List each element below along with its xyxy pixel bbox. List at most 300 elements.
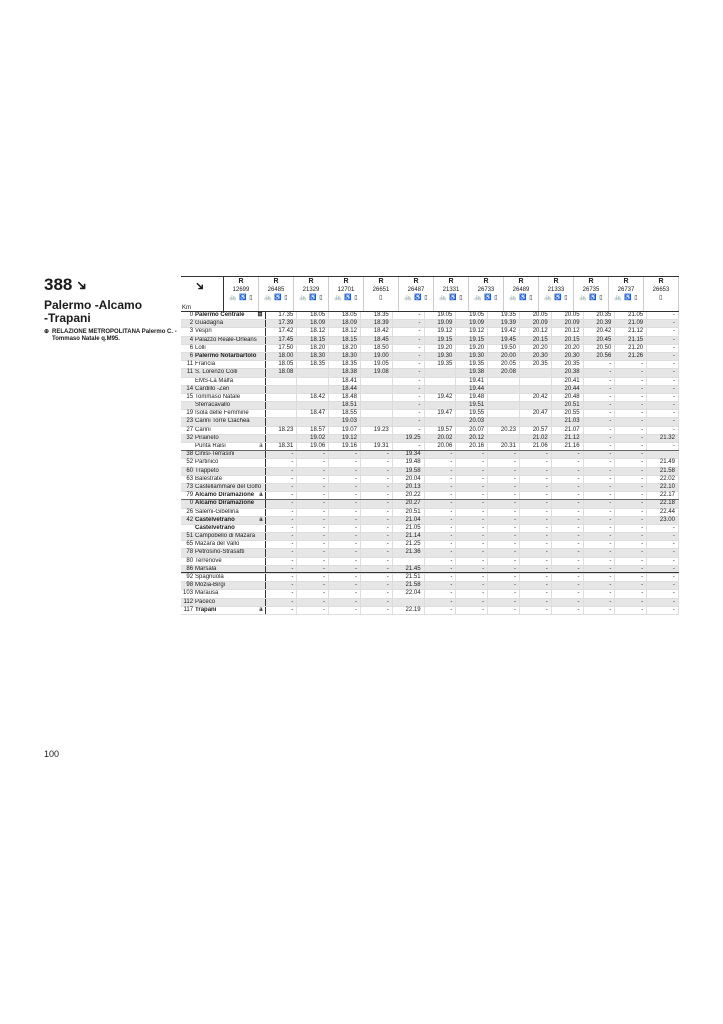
timetable-row	[181, 509, 679, 517]
time-cell: 20.12	[552, 328, 584, 335]
service-icons: ▯	[659, 295, 663, 301]
time-cell: 18.41	[329, 378, 361, 385]
time-cell: 21.58	[647, 468, 679, 475]
time-cell: -	[615, 509, 647, 516]
time-cell: -	[584, 468, 616, 475]
station-label: Sferracavallo	[195, 402, 231, 409]
time-cell	[488, 386, 520, 393]
time-cell: -	[615, 361, 647, 368]
station-name	[195, 525, 266, 532]
station-flag: a	[259, 443, 263, 449]
time-cell: -	[393, 427, 425, 434]
time-cell	[425, 369, 457, 376]
time-cell: -	[361, 451, 393, 458]
station-label: Castelvetrano	[195, 516, 235, 523]
km-cell: 63	[186, 475, 194, 482]
time-cell: 17.42	[266, 328, 298, 335]
station-label: Petrosino-Strasatti	[195, 549, 245, 556]
time-cell: -	[647, 402, 679, 409]
time-cell: 19.58	[393, 468, 425, 475]
time-cell	[520, 418, 552, 425]
time-cell: 19.55	[456, 410, 488, 417]
time-cell: -	[266, 451, 298, 458]
station-name	[195, 386, 266, 393]
time-cell	[297, 369, 329, 376]
time-cell: -	[297, 566, 329, 573]
timetable-row	[181, 394, 679, 402]
time-cell: -	[297, 525, 329, 532]
time-cell: -	[456, 599, 488, 606]
time-cell: -	[584, 590, 616, 597]
station-name	[195, 361, 266, 368]
time-cell: -	[488, 509, 520, 516]
time-cell: 19.44	[456, 386, 488, 393]
time-cell: -	[488, 607, 520, 614]
time-cell: -	[393, 328, 425, 335]
time-cell: 19.05	[456, 312, 488, 319]
time-cell	[297, 386, 329, 393]
km-cell: 23	[186, 418, 194, 425]
time-cell: -	[647, 574, 679, 581]
time-cell: -	[393, 312, 425, 319]
time-cell: -	[584, 533, 616, 540]
km-cell: 65	[186, 541, 194, 548]
time-cell: -	[297, 607, 329, 614]
train-category: R	[378, 278, 384, 285]
timetable-row	[181, 328, 679, 336]
time-cell: -	[425, 517, 457, 524]
train-header	[609, 277, 644, 311]
time-cell: -	[647, 369, 679, 376]
time-cell	[361, 394, 393, 401]
train-header	[399, 277, 434, 311]
station-name	[195, 599, 266, 606]
timetable-row	[181, 418, 679, 426]
time-cell: -	[488, 599, 520, 606]
time-cell: 21.36	[393, 549, 425, 556]
station-name	[195, 410, 266, 417]
time-cell: 20.51	[552, 402, 584, 409]
time-cell: 21.07	[552, 427, 584, 434]
time-cell: 18.20	[329, 345, 361, 352]
train-category: R	[553, 278, 559, 285]
time-cell: -	[552, 533, 584, 540]
time-cell: 21.20	[615, 345, 647, 352]
time-cell: -	[266, 476, 298, 483]
time-cell: -	[584, 394, 616, 401]
time-cell: -	[266, 541, 298, 548]
time-cell: -	[647, 328, 679, 335]
km-cell: 103	[183, 590, 194, 597]
time-cell: -	[361, 525, 393, 532]
time-cell: 18.42	[297, 394, 329, 401]
time-cell: -	[329, 574, 361, 581]
time-cell: 18.12	[329, 328, 361, 335]
time-cell: 22.17	[647, 492, 679, 499]
station-name	[195, 509, 266, 516]
station-label: Mazara del Vallo	[195, 541, 240, 548]
time-cell: 20.42	[520, 394, 552, 401]
time-cell: 19.12	[456, 328, 488, 335]
time-cell: 18.15	[297, 337, 329, 344]
station-label: Carini Torre Ciachea	[195, 418, 250, 425]
km-cell: 3	[189, 328, 194, 335]
time-cell: 19.57	[425, 427, 457, 434]
station-flag: a	[259, 516, 263, 523]
train-number: 26651	[372, 287, 390, 293]
station-name	[195, 549, 266, 556]
station-name	[195, 337, 266, 344]
station-flag: ⊞	[257, 312, 263, 318]
time-cell: -	[552, 484, 584, 491]
km-cell: 6	[189, 344, 194, 351]
time-cell: -	[425, 484, 457, 491]
time-cell: 20.23	[488, 427, 520, 434]
time-cell: 18.42	[361, 328, 393, 335]
time-cell: -	[615, 525, 647, 532]
train-category: R	[658, 278, 664, 285]
time-cell: -	[329, 468, 361, 475]
time-cell: 19.20	[456, 345, 488, 352]
time-cell: 17.35	[266, 312, 298, 319]
time-cell: -	[552, 509, 584, 516]
station-label: Salemi-Gibellina	[195, 508, 239, 515]
time-cell	[520, 402, 552, 409]
time-cell: 19.15	[456, 337, 488, 344]
time-cell: -	[393, 386, 425, 393]
time-cell: 20.09	[520, 320, 552, 327]
time-cell: -	[552, 574, 584, 581]
station-label: Balestrate	[195, 475, 223, 482]
time-cell: 18.57	[297, 427, 329, 434]
time-cell: -	[266, 492, 298, 499]
header-left	[181, 277, 224, 311]
time-cell: -	[520, 517, 552, 524]
station-label: Marausa	[195, 590, 219, 597]
time-cell: -	[393, 353, 425, 360]
time-cell	[266, 378, 298, 385]
time-cell: -	[615, 582, 647, 589]
time-cell: 21.02	[520, 435, 552, 442]
time-cell: -	[520, 451, 552, 458]
station-name	[195, 369, 266, 376]
time-cell: 18.55	[329, 410, 361, 417]
timetable-row	[181, 345, 679, 353]
time-cell: -	[488, 533, 520, 540]
time-cell: -	[520, 599, 552, 606]
time-cell: -	[361, 599, 393, 606]
time-cell: -	[552, 451, 584, 458]
time-cell: 20.04	[393, 476, 425, 483]
timetable-row	[181, 410, 679, 418]
time-cell: 19.06	[297, 443, 329, 450]
service-icons: 🚲 ♿ ▯	[333, 295, 359, 301]
station-name	[195, 492, 266, 499]
time-cell	[520, 369, 552, 376]
time-cell: 18.39	[361, 320, 393, 327]
time-cell: -	[393, 320, 425, 327]
time-cell: -	[425, 590, 457, 597]
time-cell	[266, 402, 298, 409]
station-label: Alcamo Diramazione	[195, 500, 255, 507]
time-cell: 18.48	[329, 394, 361, 401]
time-cell: -	[297, 451, 329, 458]
time-cell: -	[297, 582, 329, 589]
time-cell: -	[520, 468, 552, 475]
time-cell: -	[615, 607, 647, 614]
station-name	[195, 427, 266, 434]
time-cell: -	[488, 549, 520, 556]
time-cell: -	[329, 451, 361, 458]
train-category: R	[518, 278, 524, 285]
time-cell: -	[425, 468, 457, 475]
time-cell	[647, 451, 679, 458]
time-cell: 20.22	[393, 492, 425, 499]
time-cell: -	[552, 566, 584, 573]
km-cell: 38	[186, 451, 194, 458]
time-cell: 19.38	[456, 369, 488, 376]
time-cell: -	[488, 590, 520, 597]
train-number: 26489	[512, 287, 530, 293]
service-icons: 🚲 ♿ ▯	[403, 295, 429, 301]
time-cell: 19.42	[425, 394, 457, 401]
time-cell: -	[615, 517, 647, 524]
time-cell: -	[393, 345, 425, 352]
time-cell: -	[297, 549, 329, 556]
time-cell: -	[647, 345, 679, 352]
train-number: 21331	[442, 287, 460, 293]
timetable	[181, 276, 679, 615]
time-cell: 20.35	[520, 361, 552, 368]
time-cell: -	[393, 337, 425, 344]
km-cell: 92	[186, 574, 194, 580]
time-cell: -	[266, 525, 298, 532]
time-cell	[425, 378, 457, 385]
time-cell: -	[520, 590, 552, 597]
time-cell: -	[361, 484, 393, 491]
time-cell: -	[361, 582, 393, 589]
time-cell: -	[647, 607, 679, 614]
time-cell: -	[297, 500, 329, 507]
time-cell: -	[297, 574, 329, 581]
km-cell: 112	[183, 598, 194, 605]
time-cell: 21.09	[615, 320, 647, 327]
time-cell: -	[329, 509, 361, 516]
km-cell: 15	[186, 393, 194, 400]
time-cell: -	[425, 541, 457, 548]
time-cell: 20.12	[520, 328, 552, 335]
time-cell: -	[552, 599, 584, 606]
time-cell: -	[456, 574, 488, 581]
train-number: 26485	[267, 287, 285, 293]
time-cell: 19.31	[361, 443, 393, 450]
time-cell: -	[329, 533, 361, 540]
page-number: 100	[44, 749, 60, 759]
time-cell: -	[615, 459, 647, 466]
time-cell	[361, 378, 393, 385]
station-label: Vespri	[195, 328, 212, 335]
time-cell: -	[584, 402, 616, 409]
time-cell: -	[361, 468, 393, 475]
station-name	[195, 558, 266, 565]
time-cell: 20.30	[552, 353, 584, 360]
km-cell: 11	[186, 369, 194, 376]
time-cell: -	[552, 558, 584, 565]
time-cell: -	[297, 541, 329, 548]
time-cell: 21.58	[393, 582, 425, 589]
km-cell	[181, 402, 195, 409]
time-cell: -	[393, 410, 425, 417]
time-cell: 20.07	[456, 427, 488, 434]
time-cell: 18.20	[297, 345, 329, 352]
time-cell: 21.15	[615, 337, 647, 344]
timetable-row	[181, 541, 679, 549]
time-cell: 20.35	[552, 361, 584, 368]
time-cell	[488, 435, 520, 442]
time-cell: 21.45	[393, 566, 425, 573]
time-cell: -	[329, 566, 361, 573]
time-cell: -	[552, 590, 584, 597]
train-header	[329, 277, 364, 311]
time-cell: -	[297, 484, 329, 491]
time-cell: -	[266, 500, 298, 507]
time-cell: 19.47	[425, 410, 457, 417]
time-cell: -	[488, 484, 520, 491]
time-cell: -	[647, 582, 679, 589]
time-cell	[425, 418, 457, 425]
time-cell: 18.12	[297, 328, 329, 335]
time-cell: -	[615, 500, 647, 507]
time-cell: -	[329, 607, 361, 614]
time-cell: -	[647, 558, 679, 565]
time-cell: 22.10	[647, 484, 679, 491]
time-cell: -	[329, 476, 361, 483]
time-cell: 20.00	[488, 353, 520, 360]
time-cell: -	[361, 541, 393, 548]
train-number: 26733	[477, 287, 495, 293]
station-label: Palermo Notarbartolo	[195, 352, 257, 359]
time-cell: 18.35	[329, 361, 361, 368]
time-cell: -	[615, 443, 647, 450]
time-cell: 20.05	[552, 312, 584, 319]
time-cell: -	[361, 509, 393, 516]
time-cell: -	[552, 468, 584, 475]
time-cell: -	[425, 582, 457, 589]
time-cell: -	[297, 509, 329, 516]
time-cell: 22.44	[647, 509, 679, 516]
time-cell: 21.03	[552, 418, 584, 425]
time-cell	[266, 394, 298, 401]
time-cell: -	[488, 459, 520, 466]
station-label: Lolli	[195, 344, 206, 351]
station-name	[195, 451, 266, 458]
time-cell: -	[584, 574, 616, 581]
time-cell: -	[552, 549, 584, 556]
time-cell: -	[615, 549, 647, 556]
train-header	[434, 277, 469, 311]
time-cell: -	[615, 418, 647, 425]
time-cell: -	[647, 566, 679, 573]
time-cell: -	[488, 582, 520, 589]
time-cell: -	[584, 361, 616, 368]
time-cell	[297, 378, 329, 385]
train-number: 26487	[407, 287, 425, 293]
time-cell: 21.25	[393, 541, 425, 548]
time-cell: -	[584, 410, 616, 417]
time-cell: 19.16	[329, 443, 361, 450]
station-label: Piraineto	[195, 434, 219, 441]
service-icons: ▯	[379, 295, 383, 301]
station-label: Isola delle Femmine	[195, 410, 249, 417]
time-cell	[266, 386, 298, 393]
time-cell: -	[329, 541, 361, 548]
station-flag: a	[259, 492, 263, 499]
km-cell: 0	[189, 312, 194, 318]
train-number: 12699	[232, 287, 250, 293]
time-cell	[297, 402, 329, 409]
time-cell: 22.04	[393, 590, 425, 597]
time-cell: 21.12	[552, 435, 584, 442]
time-cell: 20.15	[520, 337, 552, 344]
time-cell: 19.30	[456, 353, 488, 360]
timetable-row	[181, 549, 679, 557]
time-cell: 20.05	[488, 361, 520, 368]
train-number: 26735	[582, 287, 600, 293]
train-category: R	[623, 278, 629, 285]
train-category: R	[273, 278, 279, 285]
time-cell: -	[615, 541, 647, 548]
service-icons: 🚲 ♿ ▯	[298, 295, 324, 301]
time-cell: 21.26	[615, 353, 647, 360]
time-cell: -	[520, 566, 552, 573]
time-cell	[488, 394, 520, 401]
station-name	[195, 590, 266, 597]
timetable-row	[181, 533, 679, 541]
train-number: 21333	[547, 287, 565, 293]
time-cell: -	[584, 476, 616, 483]
time-cell: -	[393, 402, 425, 409]
km-cell: 60	[186, 467, 194, 474]
timetable-row	[181, 525, 679, 533]
train-number: 26737	[617, 287, 635, 293]
time-cell: 22.18	[647, 500, 679, 507]
time-cell: -	[297, 459, 329, 466]
station-label: Castelvetrano	[195, 524, 235, 531]
time-cell	[266, 418, 298, 425]
time-cell: 21.14	[393, 533, 425, 540]
train-number: 21329	[302, 287, 320, 293]
time-cell: -	[425, 459, 457, 466]
time-cell: 18.15	[329, 337, 361, 344]
time-cell: 18.35	[297, 361, 329, 368]
time-cell	[488, 418, 520, 425]
time-cell: 19.05	[361, 361, 393, 368]
time-cell: 21.12	[615, 328, 647, 335]
time-cell: 19.08	[361, 369, 393, 376]
time-cell: -	[488, 476, 520, 483]
time-cell	[297, 418, 329, 425]
time-cell: -	[552, 492, 584, 499]
time-cell: -	[361, 607, 393, 614]
station-name	[195, 459, 266, 466]
time-cell: -	[647, 337, 679, 344]
time-cell: -	[647, 418, 679, 425]
time-cell: -	[425, 558, 457, 565]
time-cell: 20.30	[520, 353, 552, 360]
time-cell: 19.48	[456, 394, 488, 401]
km-cell: 73	[186, 483, 194, 490]
km-cell: 52	[186, 459, 194, 466]
